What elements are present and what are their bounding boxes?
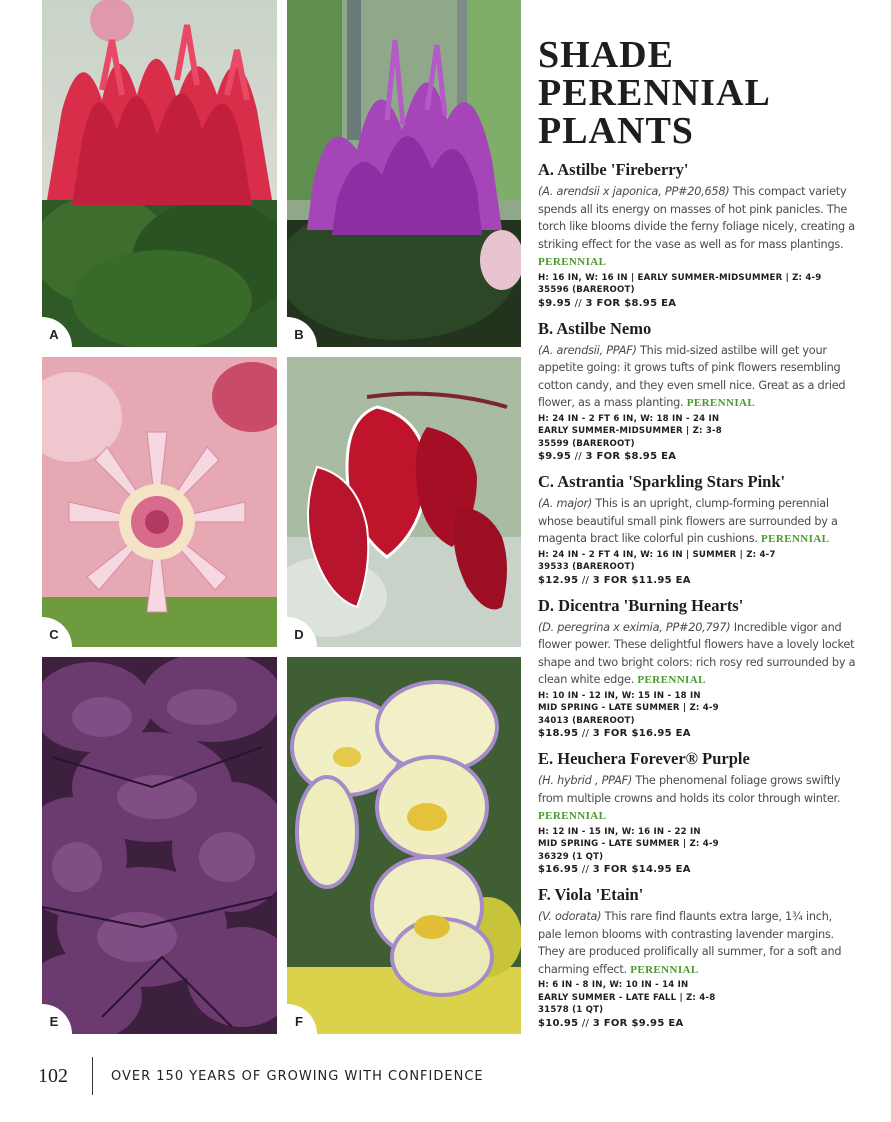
photo-viola — [287, 657, 521, 1034]
latin-name: (A. major) — [538, 497, 593, 510]
multi-price: 3 FOR $8.95 EA — [585, 297, 677, 309]
multi-price: 3 FOR $9.95 EA — [592, 1017, 684, 1029]
entry-heading: D. Dicentra 'Burning Hearts' — [538, 595, 744, 615]
photo-label-f: F — [287, 1004, 317, 1034]
price-separator: // — [578, 1017, 593, 1029]
price-line — [538, 450, 858, 463]
perennial-tag: PERENNIAL — [538, 256, 607, 268]
item-number: 39533 (BAREROOT) — [538, 562, 635, 572]
latin-name: (A. arendsii, PPAF) — [538, 343, 637, 357]
item-number: 34013 (BAREROOT) — [538, 715, 635, 726]
perennial-tag: PERENNIAL — [637, 674, 706, 686]
latin-name: (H. hybrid , PPAF) — [538, 774, 633, 787]
latin-name: (D. peregrina x eximia, PP#20,797) — [538, 620, 731, 634]
entry-astrantia — [538, 472, 858, 587]
description-text: This mid-sized astilbe will get your appetite going: it grows tufts of pink flowers resembling cotton candy, and they even smell nice. Great as a dried flower, as a mass planting. — [538, 343, 846, 409]
price-separator: // — [571, 451, 586, 462]
photo-label-c: C — [42, 617, 72, 647]
entry-astilbe-nemo — [538, 319, 858, 464]
price-line — [538, 1017, 858, 1030]
spec-line: H: 12 IN - 15 IN, W: 16 IN - 22 IN — [538, 826, 701, 837]
photo-label-b: B — [287, 317, 317, 347]
entry-heading: B. Astilbe Nemo — [538, 318, 652, 338]
entry-description — [538, 183, 858, 272]
price: $9.95 — [538, 297, 572, 309]
heuchera-image — [42, 657, 277, 1034]
entry-dicentra — [538, 596, 858, 741]
description-text: Incredible vigor and flower power. These delightful flowers have a lovely locket shape and two bright colors: rich rosy red surrounded by a clean white edge. — [538, 620, 856, 686]
spec-line: H: 10 IN - 12 IN, W: 15 IN - 18 IN — [538, 690, 701, 701]
entry-description — [538, 495, 858, 549]
entry-description — [538, 908, 858, 979]
item-number: 35596 (BAREROOT) — [538, 285, 635, 295]
latin-name: (A. arendsii x japonica, PP#20,658) — [538, 185, 730, 198]
entry-description — [538, 772, 858, 826]
price-line — [538, 574, 858, 587]
price: $12.95 — [538, 574, 579, 586]
photo-label-e: E — [42, 1004, 72, 1034]
price-separator: // — [578, 574, 593, 586]
spec-line: MID SPRING - LATE SUMMER | Z: 4-9 — [538, 839, 719, 849]
spec-line: H: 6 IN - 8 IN, W: 10 IN - 14 IN — [538, 980, 689, 990]
viola-image — [287, 657, 521, 1034]
photo-astrantia — [42, 357, 277, 647]
entry-description — [538, 342, 858, 413]
multi-price: 3 FOR $8.95 EA — [585, 451, 677, 462]
multi-price: 3 FOR $16.95 EA — [592, 728, 691, 739]
astrantia-image — [42, 357, 277, 647]
latin-name: (V. odorata) — [538, 910, 602, 923]
spec-line: H: 16 IN, W: 16 IN | EARLY SUMMER-MIDSUMMER | Z: 4-9 — [538, 272, 822, 283]
perennial-tag: PERENNIAL — [761, 533, 830, 545]
entry-heading: F. Viola 'Etain' — [538, 885, 644, 904]
astilbe-nemo-image — [287, 0, 521, 347]
price: $16.95 — [538, 864, 579, 875]
perennial-tag: PERENNIAL — [538, 810, 607, 822]
description-text: This rare find flaunts extra large, 1¾ inch, pale lemon blooms with contrasting lavender margins. They are produced prolifically all summer, for a soft and charming effect. — [538, 910, 842, 976]
price-separator: // — [578, 864, 593, 875]
title-line-1: SHADE — [538, 34, 674, 76]
item-number: 35599 (BAREROOT) — [538, 438, 635, 449]
title-line-3: PLANTS — [538, 110, 694, 152]
page-footer — [38, 1057, 484, 1095]
price-separator: // — [571, 297, 586, 309]
photo-heuchera — [42, 657, 277, 1034]
item-number: 31578 (1 QT) — [538, 1005, 604, 1015]
photo-astilbe-nemo — [287, 0, 521, 347]
entry-heuchera — [538, 749, 858, 876]
description-text: This compact variety spends all its energy on masses of hot pink panicles. The torch like blooms divide the ferny foliage nicely, creating a striking effect for the vase as well as for mass plantings. — [538, 185, 855, 251]
price: $10.95 — [538, 1017, 579, 1029]
price: $9.95 — [538, 451, 572, 462]
spec-line: H: 24 IN - 2 FT 6 IN, W: 18 IN - 24 IN — [538, 413, 720, 424]
perennial-tag: PERENNIAL — [686, 397, 756, 409]
entry-heading: C. Astrantia 'Sparkling Stars Pink' — [538, 472, 786, 491]
spec-line: H: 24 IN - 2 FT 4 IN, W: 16 IN | SUMMER | Z: 4-7 — [538, 549, 776, 560]
spec-line: MID SPRING - LATE SUMMER | Z: 4-9 — [538, 703, 719, 713]
entry-astilbe-fireberry — [538, 160, 858, 310]
spec-line: EARLY SUMMER-MIDSUMMER | Z: 3-8 — [538, 426, 722, 436]
entry-viola — [538, 885, 858, 1030]
photo-label-d: D — [287, 617, 317, 647]
price-line — [538, 297, 858, 310]
page-title — [538, 36, 858, 150]
title-line-2: PERENNIAL — [538, 72, 771, 114]
dicentra-image — [287, 357, 521, 647]
entry-heading: E. Heuchera Forever® Purple — [538, 749, 750, 768]
description-text: This is an upright, clump-forming perennial whose beautiful small pink flowers are surrounded by a magenta bract like colorful pin cushions. — [538, 497, 838, 545]
astilbe-fireberry-image — [42, 0, 277, 347]
photo-astilbe-fireberry — [42, 0, 277, 347]
perennial-tag: PERENNIAL — [630, 963, 699, 976]
catalog-text-column — [538, 36, 858, 1039]
footer-tagline: OVER 150 YEARS OF GROWING WITH CONFIDENCE — [111, 1068, 484, 1084]
description-text: The phenomenal foliage grows swiftly from multiple crowns and holds its color through winter. — [538, 774, 841, 805]
price-line — [538, 863, 858, 876]
multi-price: 3 FOR $11.95 EA — [592, 574, 691, 586]
price-line — [538, 727, 858, 740]
multi-price: 3 FOR $14.95 EA — [592, 864, 691, 875]
entry-description — [538, 619, 858, 690]
entry-heading: A. Astilbe 'Fireberry' — [538, 160, 689, 179]
photo-label-a: A — [42, 317, 72, 347]
price: $18.95 — [538, 728, 579, 739]
footer-divider — [92, 1057, 93, 1095]
price-separator: // — [578, 728, 593, 739]
page-number: 102 — [38, 1064, 68, 1087]
item-number: 36329 (1 QT) — [538, 851, 604, 862]
photo-dicentra — [287, 357, 521, 647]
spec-line: EARLY SUMMER - LATE FALL | Z: 4-8 — [538, 992, 716, 1003]
